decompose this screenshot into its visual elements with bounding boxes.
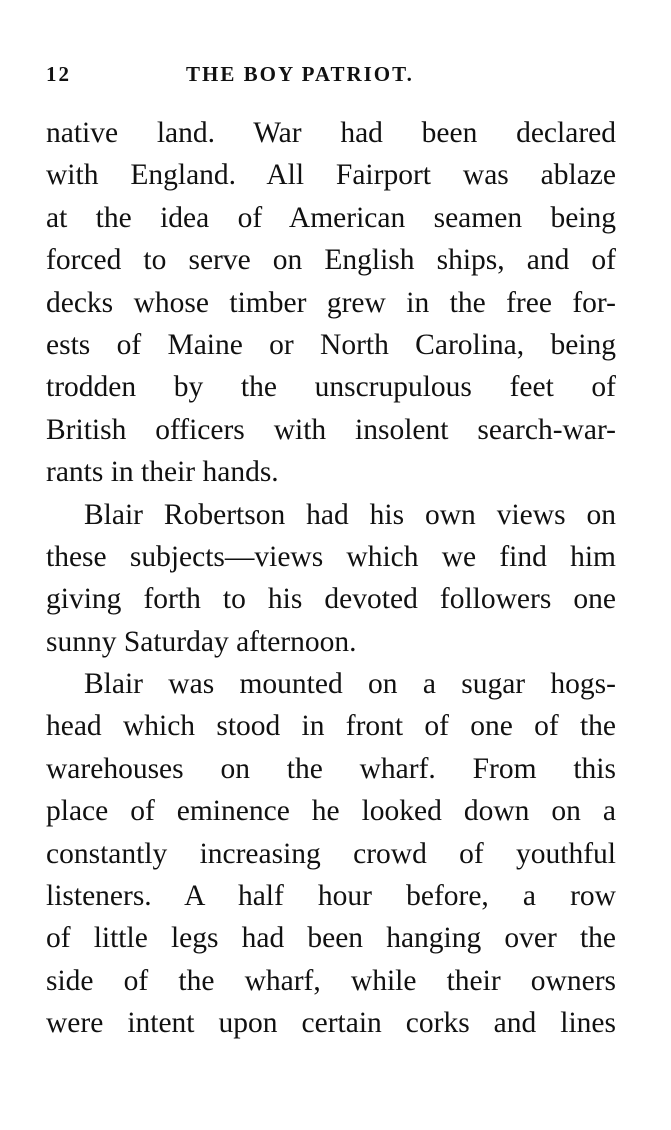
text-line: trodden by the unscrupulous feet of (46, 371, 616, 404)
text-line: Blair was mounted on a sugar hogs- (84, 668, 616, 701)
text-line: these subjects—views which we find him (46, 540, 616, 573)
text-line: British officers with insolent search-war- (46, 413, 616, 446)
body-text (46, 112, 616, 1045)
text-line: listeners. A half hour before, a row (46, 880, 616, 913)
text-line: place of eminence he looked down on a (46, 795, 616, 828)
text-line: of little legs had been hanging over the (46, 922, 616, 955)
page-number: 12 (46, 62, 71, 86)
text-line: giving forth to his devoted followers one (46, 583, 616, 616)
text-line: sunny Saturday afternoon. (46, 625, 357, 658)
running-head (46, 62, 616, 96)
text-line: side of the wharf, while their owners (46, 964, 616, 997)
text-line: forced to serve on English ships, and of (46, 244, 616, 277)
text-line: at the idea of American seamen being (46, 201, 616, 234)
text-line: head which stood in front of one of the (46, 710, 616, 743)
text-line: rants in their hands. (46, 456, 279, 489)
text-line: with England. All Fairport was ablaze (46, 159, 616, 192)
text-line: warehouses on the wharf. From this (46, 752, 616, 785)
text-line: Blair Robertson had his own views on (84, 498, 616, 531)
text-line: native land. War had been declared (46, 117, 616, 149)
text-line: constantly increasing crowd of youthful (46, 837, 616, 870)
text-line: decks whose timber grew in the free for- (46, 286, 616, 319)
paragraph-3 (46, 663, 616, 1045)
running-title: THE BOY PATRIOT. (186, 62, 414, 86)
paragraph-2 (46, 494, 616, 664)
text-line: ests of Maine or North Carolina, being (46, 328, 616, 361)
text-line: were intent upon certain corks and lines (46, 1007, 616, 1040)
paragraph-1 (46, 112, 616, 494)
